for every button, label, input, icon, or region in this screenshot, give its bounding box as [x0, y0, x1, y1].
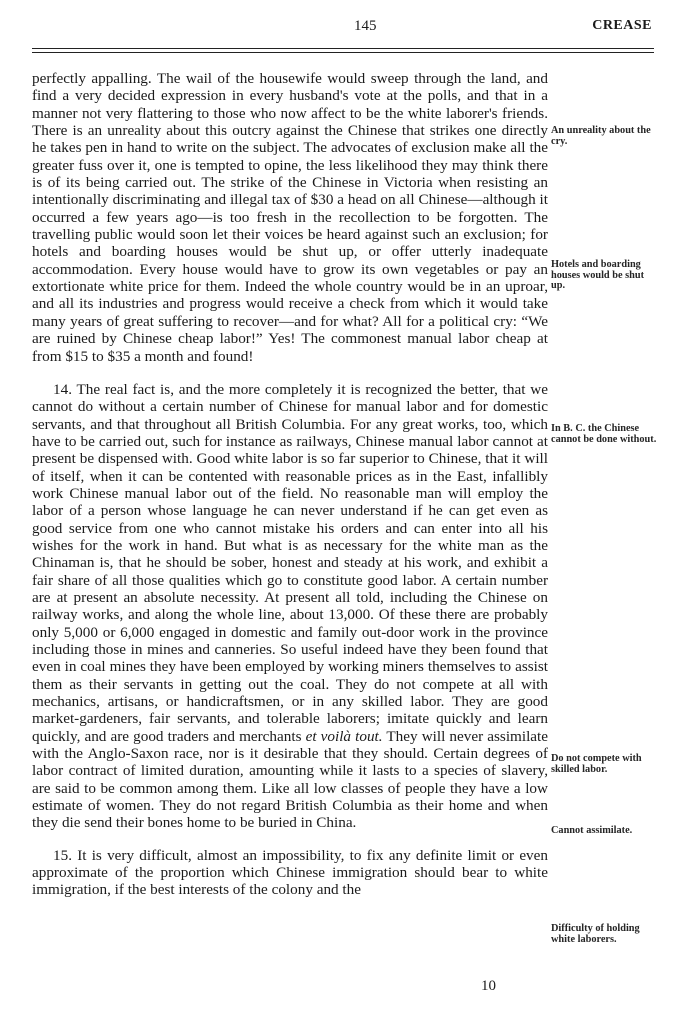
margin-note-unreality: An unreality about the cry.	[551, 125, 651, 147]
paragraph-continuation: perfectly appalling. The wail of the housewife would sweep through the land, and find a very decided expression in every husband's vote at the polls, and that in a manner not very flattering to those who now affect to be the white laborer's friends. There is an unreality about this outcry against the Chinese that strikes one directly he takes pen in hand to write on the subject. The advocates of exclusion make all the greater fuss over it, one is tempted to opine, the less likelihood they may think there is of its being carried out. The strike of the Chinese in Victoria when resisting an intentionally discriminating and illegal tax of $30 a head on all Chinese—although it occurred a few years ago—is too fresh in the recollection to be forgotten. The travelling public would soon let their voices be heard against such an exclusion; for hotels and boarding houses would be shut up, or offer utterly inadequate accommodation. Every house would have to grow its own vegetables or pay an extortionate white price for them. Indeed the whole country would be in an uproar, and all its industries and progress would receive a check from which it would take many years of great suffering to recover—and for what? All for a political cry: “We are ruined by Chinese cheap labor!” Yes! The commonest manual labor cheap at from $15 to $35 a month and found!	[32, 70, 548, 365]
margin-note-hotels: Hotels and boarding houses would be shut up.	[551, 259, 644, 291]
paragraph-14-text: 14. The real fact is, and the more completely it is recognized the better, that we cannot do without a certain number of Chinese for manual labor and for domestic servants, and that throughout all British Columbia. For any great works, too, which have to be carried out, such for instance as railways, Chinese manual labor cannot at present be dispensed with. Good white labor is so far superior to Chinese, that it will of itself, when it can be contented with reasonable prices as in the East, infallibly work Chinese manual labor out of the field. No reasonable man will employ the labor of a person whose language he can never understand if he can get even as good service from one who cannot mistake his orders and can enter into all his wishes for the work in hand. But what is as necessary for the white man as the Chinaman is, that he should be sober, honest and steady at his work, and exhibit a fair share of all those qualities which go to constitute good labor. A certain number are at present an absolute necessity. At present all told, including the Chinese on railway works, and along the whole line, about 13,000. Of these there are probably only 5,000 or 6,000 engaged in domestic and family out-door work in the province including those in mines and canneries. So useful indeed have they been found that even in coal mines they have been employed by working miners themselves to assist them as their servants in getting out the coal. They do not compete at all with mechanics, artisans, or handicraftsmen, or in any skilled labor. They are good market-gardeners, fair servants, and tolerable laborers; imitate quickly and learn quickly, and are good traders and merchants	[32, 380, 548, 745]
italic-phrase: et voilà tout.	[305, 727, 383, 745]
signature-mark: 10	[481, 978, 496, 994]
body-text	[32, 70, 548, 899]
page-header	[32, 16, 654, 38]
running-head: CREASE	[592, 18, 652, 33]
paragraph-15: 15. It is very difficult, almost an impossibility, to fix any definite limit or even approximate of the proportion which Chinese immigration should bear to white immigration, if the best interests of the colony and the	[32, 846, 548, 899]
margin-note-white-laborers: Difficulty of holding white laborers.	[551, 923, 640, 945]
paragraph-14	[32, 381, 548, 832]
margin-note-assimilate: Cannot assimilate.	[551, 825, 633, 836]
margin-note-bc-chinese: In B. C. the Chinese cannot be done without.	[551, 423, 657, 445]
header-rule	[32, 48, 654, 53]
page-number: 145	[354, 18, 377, 34]
margin-note-skilled-labor: Do not compete with skilled labor.	[551, 753, 642, 775]
paragraph-14-text-end: They will never assimilate with the Anglo-Saxon race, nor is it desirable that they should. Certain degrees of labor contract of limited duration, amounting while it lasts to a species of slavery, are said to be common among them. Like all low classes of people they have a low estimate of women. They do not regard British Columbia as their home and when they die send their bones home to be buried in China.	[32, 727, 548, 832]
